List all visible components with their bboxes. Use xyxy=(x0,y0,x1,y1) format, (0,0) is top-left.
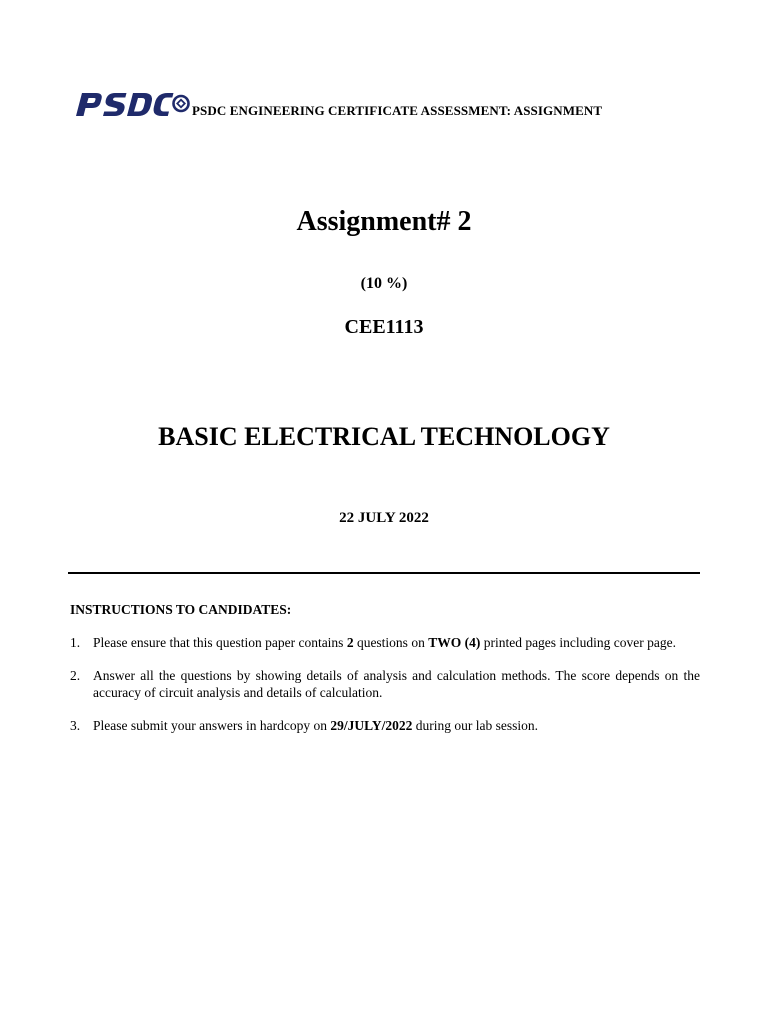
instruction-text xyxy=(93,717,700,734)
document-header-title: PSDC ENGINEERING CERTIFICATE ASSESSMENT: ASSIGNMENT xyxy=(192,103,603,118)
instruction-number: 3. xyxy=(70,718,81,733)
instruction-item xyxy=(70,667,700,701)
instruction-fragment: Answer all the questions by showing details of analysis and calculation methods. The score depends on the accuracy of circuit analysis and details of calculation. xyxy=(93,668,700,700)
instruction-number: 1. xyxy=(70,635,81,650)
instruction-text xyxy=(93,667,700,701)
instruction-fragment: printed pages including cover page. xyxy=(480,635,677,650)
instruction-emphasis: 2 xyxy=(346,635,354,650)
assignment-date: 22 JULY 2022 xyxy=(339,510,429,526)
instruction-emphasis: TWO (4) xyxy=(428,635,481,650)
instruction-item xyxy=(70,634,700,651)
course-code: CEE1113 xyxy=(344,316,424,338)
assignment-weight: (10 %) xyxy=(360,275,408,292)
psdc-logo-icon xyxy=(70,88,190,120)
page-header xyxy=(70,86,602,120)
instruction-fragment: during our lab session. xyxy=(412,718,538,733)
instructions-list xyxy=(70,634,700,750)
course-title: BASIC ELECTRICAL TECHNOLOGY xyxy=(158,422,610,451)
assignment-title: Assignment# 2 xyxy=(296,206,472,237)
instruction-text xyxy=(93,634,700,651)
instruction-fragment: Please ensure that this question paper contains xyxy=(93,635,347,650)
instruction-fragment: questions on xyxy=(353,635,429,650)
horizontal-divider xyxy=(68,572,700,574)
instruction-fragment: Please submit your answers in hardcopy on xyxy=(93,718,331,733)
instruction-item xyxy=(70,717,700,734)
instruction-number: 2. xyxy=(70,668,81,683)
instructions-heading: INSTRUCTIONS TO CANDIDATES: xyxy=(70,602,292,617)
psdc-logo xyxy=(70,88,190,120)
instruction-emphasis: 29/JULY/2022 xyxy=(330,718,413,733)
